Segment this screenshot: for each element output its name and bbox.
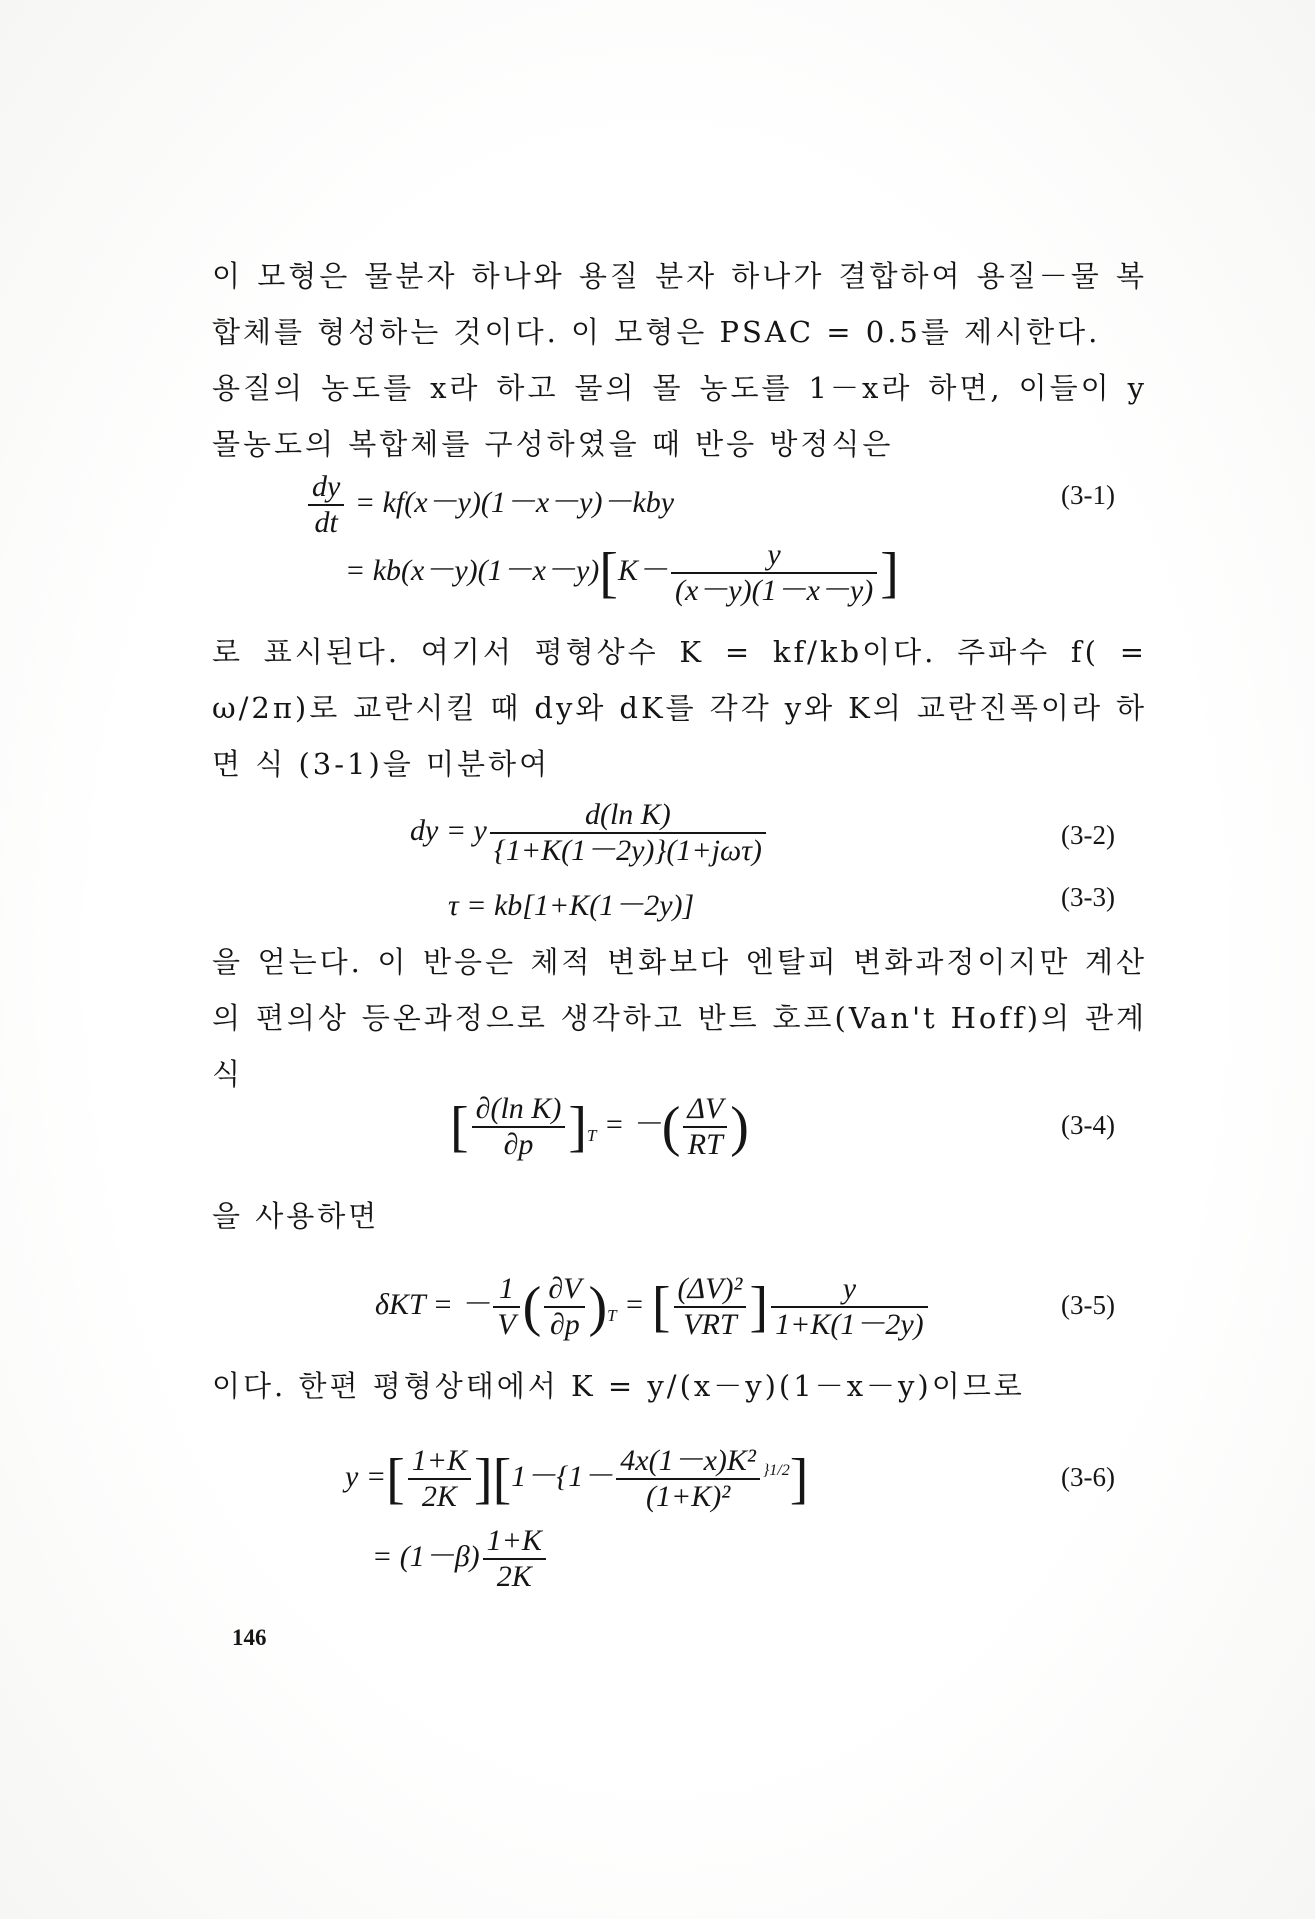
equation-number: (3-3) — [1061, 882, 1115, 912]
equation-3-4: [ $\frac{\text{∂(ln K)}}{\partial p}$ ]$_T$ = －( $\frac{\Delta V}{RT}$ ) (3-4) — [450, 1092, 1115, 1161]
paragraph-3: 로 표시된다. 여기서 평형상수 K = kf/kb이다. 주파수 f( = ω/2π)로 교란시킬 때 dy와 dK를 각각 y와 K의 교란진폭이라 하면 식 (3-1)을 미분하여 — [212, 635, 1147, 781]
equation-number: (3-1) — [1061, 480, 1115, 510]
page-number: 146 — [232, 1625, 267, 1650]
paragraph-1: 이 모형은 물분자 하나와 용질 분자 하나가 결합하여 용질－물 복합체를 형성하는 것이다. 이 모형은 PSAC = 0.5를 제시한다. — [212, 259, 1147, 349]
equation-3-5: δKT = － $\frac{1}{V}$ ( $\frac{\partial V}{\partial p}$ )$_T$ = [ $\frac{\text{(ΔV)²}}{\text{VRT}}$ ] $\frac{y}{1+K(1-2y)}$ (3-5) — [375, 1272, 1115, 1341]
paragraph-5: 을 사용하면 — [212, 1199, 380, 1233]
equation-3-1-line-2: = kb(x－y)(1－x－y)[K－ $\frac{y}{(x-y)(1-x-y)}$ ] — [345, 538, 899, 607]
paragraph-2: 용질의 농도를 x라 하고 물의 몰 농도를 1－x라 하면, 이들이 y 몰농도의 복합체를 구성하였을 때 반응 방정식은 — [212, 371, 1147, 461]
equation-number: (3-6) — [1061, 1462, 1115, 1492]
equation-3-6-line-2: = (1－β) $\frac{1+K}{2K}$ — [0, 1536, 1315, 1576]
equation-number: (3-2) — [1061, 820, 1115, 850]
equation-3-1: $\frac{dy}{dt}$ = kf(x－y)(1－x－y)－kby (3-1) — [0, 478, 1315, 518]
equation-number: (3-5) — [1061, 1290, 1115, 1320]
equation-3-6: y =[ $\frac{1+K}{2K}$ ][1－{1－ $\frac{\text{4x(1－x)K²}}{\text{(1+K)²}}$ $^{\}1/2}$] (3-6) — [345, 1444, 1115, 1513]
equation-number: (3-4) — [1061, 1110, 1115, 1140]
equation-3-3: τ = kb[1+K(1－2y)] (3-3) — [448, 882, 1115, 922]
paragraph-4: 을 얻는다. 이 반응은 체적 변화보다 엔탈피 변화과정이지만 계산의 편의상 등온과정으로 생각하고 반트 호프(Van't Hoff)의 관계식 — [212, 945, 1147, 1091]
equation-3-2: dy = y $\frac{\text{d(ln K)}}{\text{\{1+K(1－2y)\}(1+jωτ)}}$ (3-2) — [410, 798, 1115, 867]
paragraph-6: 이다. 한편 평형상태에서 K = y/(x－y)(1－x－y)이므로 — [212, 1369, 1025, 1403]
